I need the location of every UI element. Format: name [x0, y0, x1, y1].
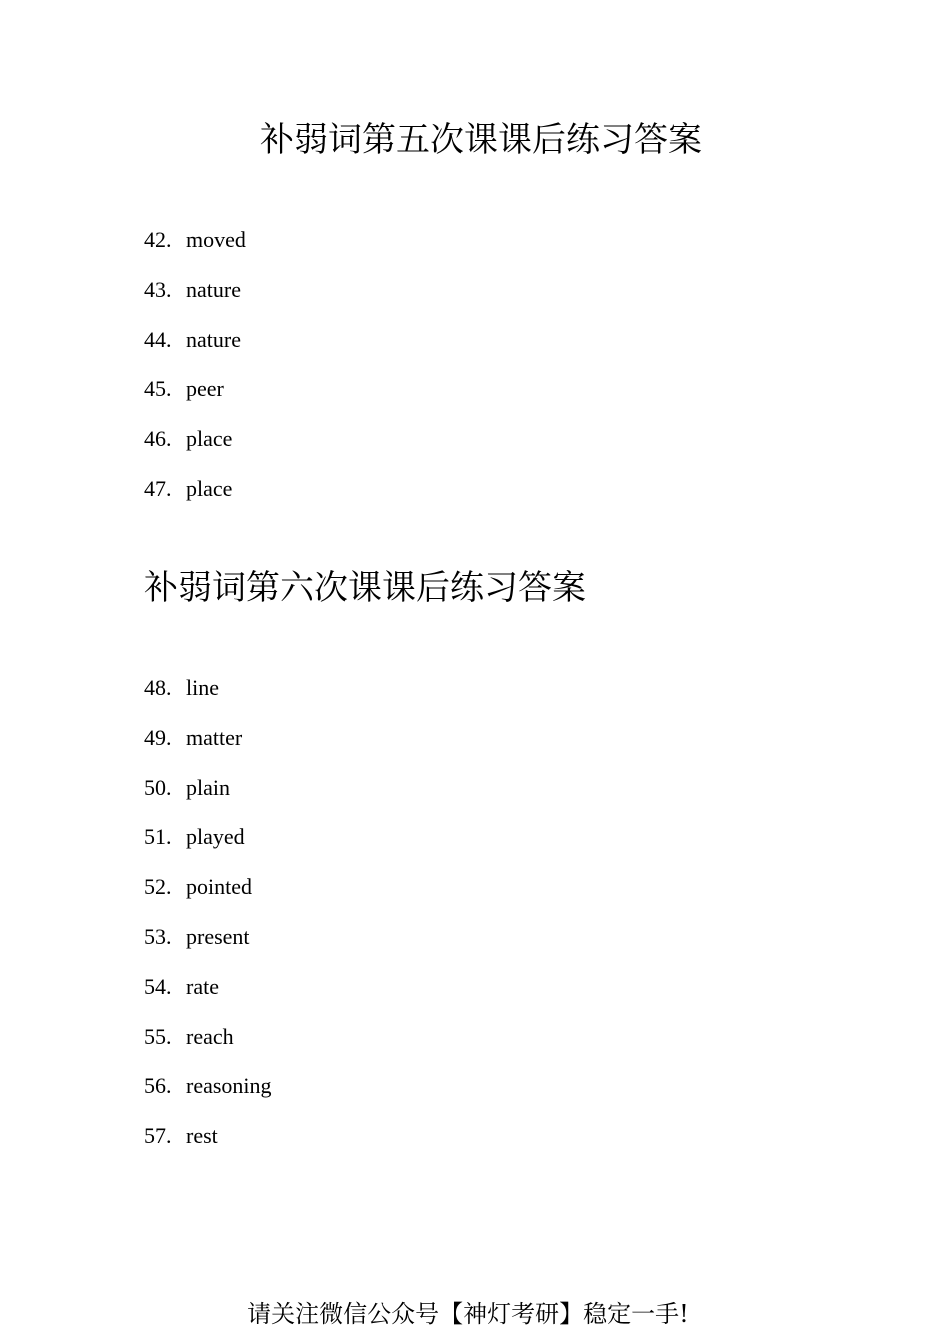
list-item — [144, 425, 246, 475]
answer-number: 49. — [144, 724, 172, 750]
list-item — [144, 1122, 272, 1172]
answer-number: 54. — [144, 973, 172, 999]
answer-word: moved — [186, 227, 246, 252]
answer-word: present — [186, 923, 250, 949]
answer-word: nature — [186, 276, 241, 302]
list-item — [144, 375, 246, 425]
list-item — [144, 823, 272, 873]
answer-number: 53. — [144, 923, 172, 949]
answer-number: 48. — [144, 675, 172, 700]
answer-word: rest — [186, 1123, 218, 1149]
section-title-5: 补弱词第五次课课后练习答案 — [260, 120, 702, 160]
answer-number: 52. — [144, 874, 172, 900]
answer-word: nature — [186, 326, 241, 352]
answer-number: 43. — [144, 276, 172, 302]
answer-word: reach — [186, 1023, 234, 1049]
list-item — [144, 973, 272, 1023]
answer-word: reasoning — [186, 1073, 272, 1099]
list-item — [144, 1023, 272, 1073]
footer-note: 请关注微信公众号【神灯考研】稳定一手! — [247, 1300, 689, 1328]
answer-word: pointed — [186, 874, 252, 900]
answer-word: played — [186, 824, 245, 850]
answer-word: rate — [186, 973, 219, 999]
answer-list-5 — [144, 226, 246, 525]
list-item — [144, 475, 246, 525]
answer-word: line — [186, 675, 219, 700]
list-item — [144, 226, 246, 276]
answer-number: 44. — [144, 326, 172, 352]
list-item — [144, 724, 272, 774]
list-item — [144, 923, 272, 973]
answer-number: 45. — [144, 376, 172, 402]
answer-word: place — [186, 475, 233, 501]
answer-word: peer — [186, 376, 224, 402]
answer-number: 47. — [144, 475, 172, 501]
answer-word: place — [186, 426, 233, 452]
list-item — [144, 1072, 272, 1122]
answer-number: 56. — [144, 1073, 172, 1099]
list-item — [144, 674, 272, 724]
answer-number: 42. — [144, 227, 172, 252]
answer-word: plain — [186, 774, 230, 800]
answer-number: 50. — [144, 774, 172, 800]
answer-number: 57. — [144, 1123, 172, 1149]
answer-list-6 — [144, 674, 272, 1172]
answer-word: matter — [186, 724, 243, 750]
list-item — [144, 774, 272, 824]
answer-number: 51. — [144, 824, 172, 850]
section-title-6: 补弱词第六次课课后练习答案 — [144, 568, 586, 608]
list-item — [144, 276, 246, 326]
list-item — [144, 326, 246, 376]
answer-number: 55. — [144, 1023, 172, 1049]
list-item — [144, 873, 272, 923]
answer-number: 46. — [144, 426, 172, 452]
